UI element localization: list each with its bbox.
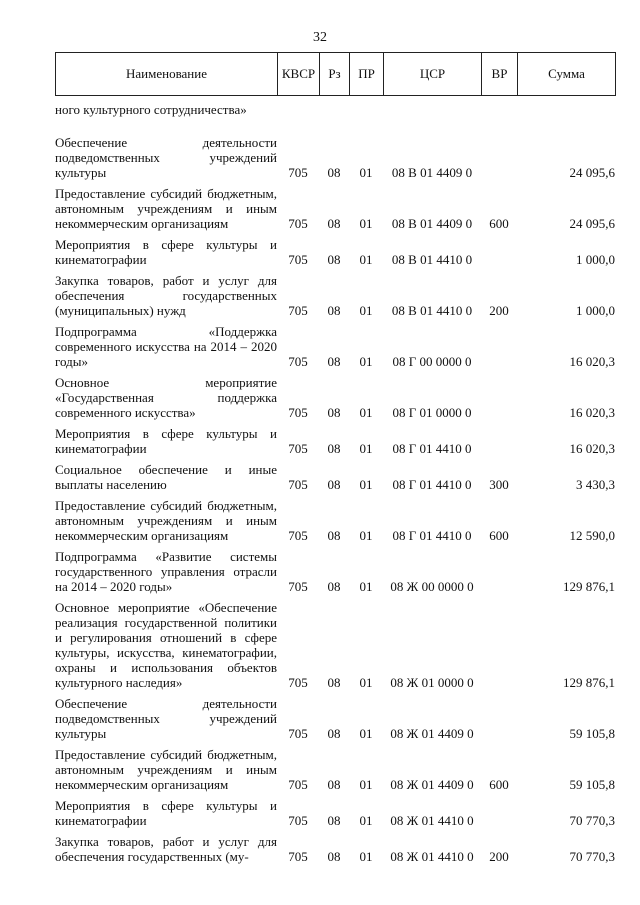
row-vr: 300 <box>489 477 509 492</box>
row-csr: 08 В 01 4409 0 <box>391 165 473 180</box>
row-pr: 01 <box>359 252 373 267</box>
row-rz: 08 <box>327 813 341 828</box>
row-vr <box>481 792 517 828</box>
row-vr <box>481 594 517 690</box>
row-vr <box>481 543 517 594</box>
row-vr: 200 <box>489 303 509 318</box>
row-kvsr: 705 <box>288 579 308 594</box>
row-pr: 01 <box>359 726 373 741</box>
row-name: Закупка товаров, работ и услуг для обеспечения государственных (му- <box>55 834 277 864</box>
row-rz: 08 <box>327 441 341 456</box>
row-vr: 200 <box>489 849 509 864</box>
row-name: Обеспечение деятельности подведомственных учреждений культуры <box>55 135 277 180</box>
header-rz: Рз <box>320 53 350 96</box>
row-kvsr: 705 <box>288 813 308 828</box>
row-sum: 59 105,8 <box>569 777 615 792</box>
row-name: Основное мероприятие «Государственная поддержка современного искусства» <box>55 375 277 420</box>
row-kvsr: 705 <box>288 303 308 318</box>
table-row <box>55 180 615 231</box>
row-name: Мероприятия в сфере культуры и кинематографии <box>55 798 277 828</box>
row-csr: 08 Ж 01 4409 0 <box>390 726 474 741</box>
row-pr: 01 <box>359 216 373 231</box>
budget-table <box>55 96 615 864</box>
row-rz: 08 <box>327 216 341 231</box>
row-sum <box>517 96 615 117</box>
row-kvsr: 705 <box>288 477 308 492</box>
header-sum: Сумма <box>518 53 616 96</box>
row-vr <box>481 690 517 741</box>
row-sum: 59 105,8 <box>569 726 615 741</box>
row-vr: 600 <box>489 777 509 792</box>
row-kvsr: 705 <box>288 441 308 456</box>
row-sum: 3 430,3 <box>576 477 615 492</box>
row-pr: 01 <box>359 813 373 828</box>
row-name: Подпрограмма «Поддержка современного искусства на 2014 – 2020 годы» <box>55 324 277 369</box>
budget-table-body <box>55 96 615 864</box>
row-csr: 08 Г 00 0000 0 <box>392 354 472 369</box>
table-row <box>55 267 615 318</box>
row-rz: 08 <box>327 303 341 318</box>
row-rz: 08 <box>327 528 341 543</box>
row-name: Закупка товаров, работ и услуг для обеспечения государственных (муниципальных) нужд <box>55 273 277 318</box>
row-rz: 08 <box>327 405 341 420</box>
table-row <box>55 594 615 690</box>
row-vr <box>481 369 517 420</box>
row-rz: 08 <box>327 477 341 492</box>
header-csr: ЦСР <box>384 53 482 96</box>
row-pr: 01 <box>359 579 373 594</box>
row-kvsr: 705 <box>288 528 308 543</box>
row-csr: 08 Ж 01 0000 0 <box>390 675 474 690</box>
table-row <box>55 420 615 456</box>
row-sum: 12 590,0 <box>569 528 615 543</box>
row-pr: 01 <box>359 165 373 180</box>
row-kvsr: 705 <box>288 675 308 690</box>
row-pr: 01 <box>359 849 373 864</box>
row-name: Предоставление субсидий бюджетным, автономным учреждениям и иным некоммерческим организациям <box>55 498 277 543</box>
row-csr: 08 Г 01 0000 0 <box>392 405 472 420</box>
row-sum: 129 876,1 <box>563 675 615 690</box>
row-name: Социальное обеспечение и иные выплаты населению <box>55 462 277 492</box>
table-row <box>55 543 615 594</box>
row-pr: 01 <box>359 303 373 318</box>
row-pr: 01 <box>359 675 373 690</box>
row-csr: 08 В 01 4410 0 <box>391 303 473 318</box>
row-rz: 08 <box>327 165 341 180</box>
row-name: Основное мероприятие «Обеспечение реализация государственной политики и регулирования отношений в сфере культуры, искусства, кинематографии, охраны и использования объектов культурного наследия» <box>55 600 277 690</box>
row-csr: 08 Ж 01 4409 0 <box>390 777 474 792</box>
row-vr <box>481 96 517 117</box>
table-row <box>55 369 615 420</box>
table-row <box>55 231 615 267</box>
row-sum: 24 095,6 <box>569 165 615 180</box>
row-vr <box>481 318 517 369</box>
row-pr: 01 <box>359 405 373 420</box>
header-name: Наименование <box>56 53 278 96</box>
row-vr <box>481 420 517 456</box>
row-sum: 1 000,0 <box>576 303 615 318</box>
table-row <box>55 96 615 117</box>
row-pr: 01 <box>359 477 373 492</box>
row-rz: 08 <box>327 777 341 792</box>
row-name: ного культурного сотрудничества» <box>55 102 247 117</box>
row-vr: 600 <box>489 528 509 543</box>
row-kvsr: 705 <box>288 726 308 741</box>
row-sum: 24 095,6 <box>569 216 615 231</box>
row-csr: 08 Ж 01 4410 0 <box>390 849 474 864</box>
row-csr: 08 Г 01 4410 0 <box>392 477 472 492</box>
header-vr: ВР <box>482 53 518 96</box>
row-rz: 08 <box>327 726 341 741</box>
row-rz: 08 <box>327 675 341 690</box>
row-kvsr: 705 <box>288 777 308 792</box>
table-row <box>55 117 615 180</box>
row-kvsr: 705 <box>288 849 308 864</box>
row-rz: 08 <box>327 849 341 864</box>
row-rz <box>319 96 349 117</box>
row-sum: 70 770,3 <box>569 813 615 828</box>
row-vr <box>481 231 517 267</box>
header-pr: ПР <box>350 53 384 96</box>
row-csr: 08 Г 01 4410 0 <box>392 441 472 456</box>
row-csr: 08 Г 01 4410 0 <box>392 528 472 543</box>
row-sum: 70 770,3 <box>569 849 615 864</box>
row-csr: 08 В 01 4409 0 <box>391 216 473 231</box>
table-row <box>55 828 615 864</box>
row-vr <box>481 117 517 180</box>
table-row <box>55 792 615 828</box>
row-name: Предоставление субсидий бюджетным, автономным учреждениям и иным некоммерческим организациям <box>55 186 277 231</box>
row-csr: 08 Ж 01 4410 0 <box>390 813 474 828</box>
row-kvsr: 705 <box>288 252 308 267</box>
row-kvsr <box>277 96 319 117</box>
table-row <box>55 456 615 492</box>
row-kvsr: 705 <box>288 165 308 180</box>
row-csr: 08 В 01 4410 0 <box>391 252 473 267</box>
row-rz: 08 <box>327 252 341 267</box>
row-rz: 08 <box>327 579 341 594</box>
row-pr <box>349 96 383 117</box>
row-name: Мероприятия в сфере культуры и кинематографии <box>55 237 277 267</box>
row-csr <box>383 96 481 117</box>
row-sum: 16 020,3 <box>569 354 615 369</box>
table-row <box>55 690 615 741</box>
row-name: Мероприятия в сфере культуры и кинематографии <box>55 426 277 456</box>
row-sum: 16 020,3 <box>569 405 615 420</box>
page-number: 32 <box>313 30 327 45</box>
row-pr: 01 <box>359 354 373 369</box>
row-vr: 600 <box>489 216 509 231</box>
row-name: Обеспечение деятельности подведомственных учреждений культуры <box>55 696 277 741</box>
row-csr: 08 Ж 00 0000 0 <box>390 579 474 594</box>
row-pr: 01 <box>359 441 373 456</box>
header-kvsr: КВСР <box>278 53 320 96</box>
row-pr: 01 <box>359 528 373 543</box>
row-kvsr: 705 <box>288 405 308 420</box>
table-row <box>55 318 615 369</box>
row-kvsr: 705 <box>288 216 308 231</box>
row-pr: 01 <box>359 777 373 792</box>
row-name: Подпрограмма «Развитие системы государственного управления отрасли на 2014 – 2020 годы» <box>55 549 277 594</box>
row-kvsr: 705 <box>288 354 308 369</box>
header-row <box>56 53 616 96</box>
budget-table-header <box>55 52 616 96</box>
row-sum: 129 876,1 <box>563 579 615 594</box>
table-row <box>55 492 615 543</box>
row-name: Предоставление субсидий бюджетным, автономным учреждениям и иным некоммерческим организациям <box>55 747 277 792</box>
table-row <box>55 741 615 792</box>
row-sum: 16 020,3 <box>569 441 615 456</box>
row-rz: 08 <box>327 354 341 369</box>
row-sum: 1 000,0 <box>576 252 615 267</box>
